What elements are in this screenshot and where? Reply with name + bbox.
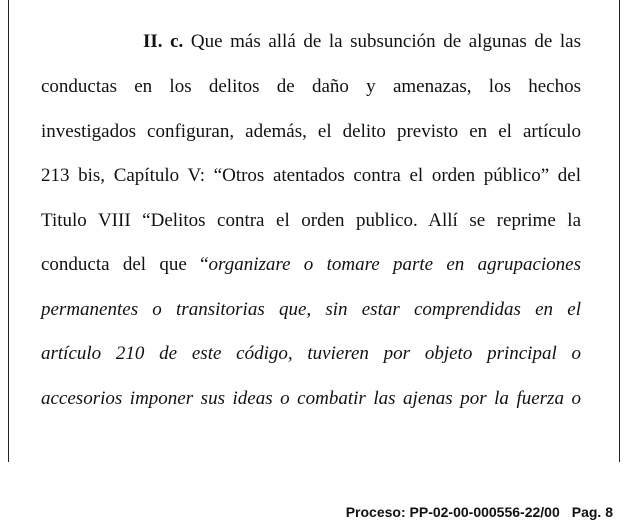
quoted-law-line: accesorios imponer sus ideas o combatir las ajenas por la fuerza o xyxy=(41,388,581,409)
page-number: Pag. 8 xyxy=(571,504,613,520)
paragraph-line: conductas en los delitos de daño y amenazas, los hechos xyxy=(41,76,581,97)
paragraph-text: conducta del que “ xyxy=(41,254,209,275)
page-border-right xyxy=(619,0,620,462)
page-border-left xyxy=(8,0,9,462)
paragraph-line: Titulo VIII “Delitos contra el orden publico. Allí se reprime la xyxy=(41,210,581,231)
quoted-law-text: organizare o tomare parte en agrupaciones xyxy=(208,254,582,275)
proceso-number: Proceso: PP-02-00-000556-22/00 xyxy=(345,504,560,520)
paragraph-line: 213 bis, Capítulo V: “Otros atentados contra el orden público” del xyxy=(41,165,581,186)
quoted-law-line: permanentes o transitorias que, sin estar comprendidas en el xyxy=(41,299,581,320)
section-lead: II. c. xyxy=(143,31,184,52)
page-footer xyxy=(346,504,613,520)
quoted-law-line: artículo 210 de este código, tuvieren por objeto principal o xyxy=(41,343,581,364)
paragraph-line: investigados configuran, además, el delito previsto en el artículo xyxy=(41,121,581,142)
paragraph-text: Que más allá de la subsunción de algunas de las xyxy=(183,31,581,52)
paragraph-line xyxy=(143,30,581,54)
paragraph-line xyxy=(41,253,581,277)
